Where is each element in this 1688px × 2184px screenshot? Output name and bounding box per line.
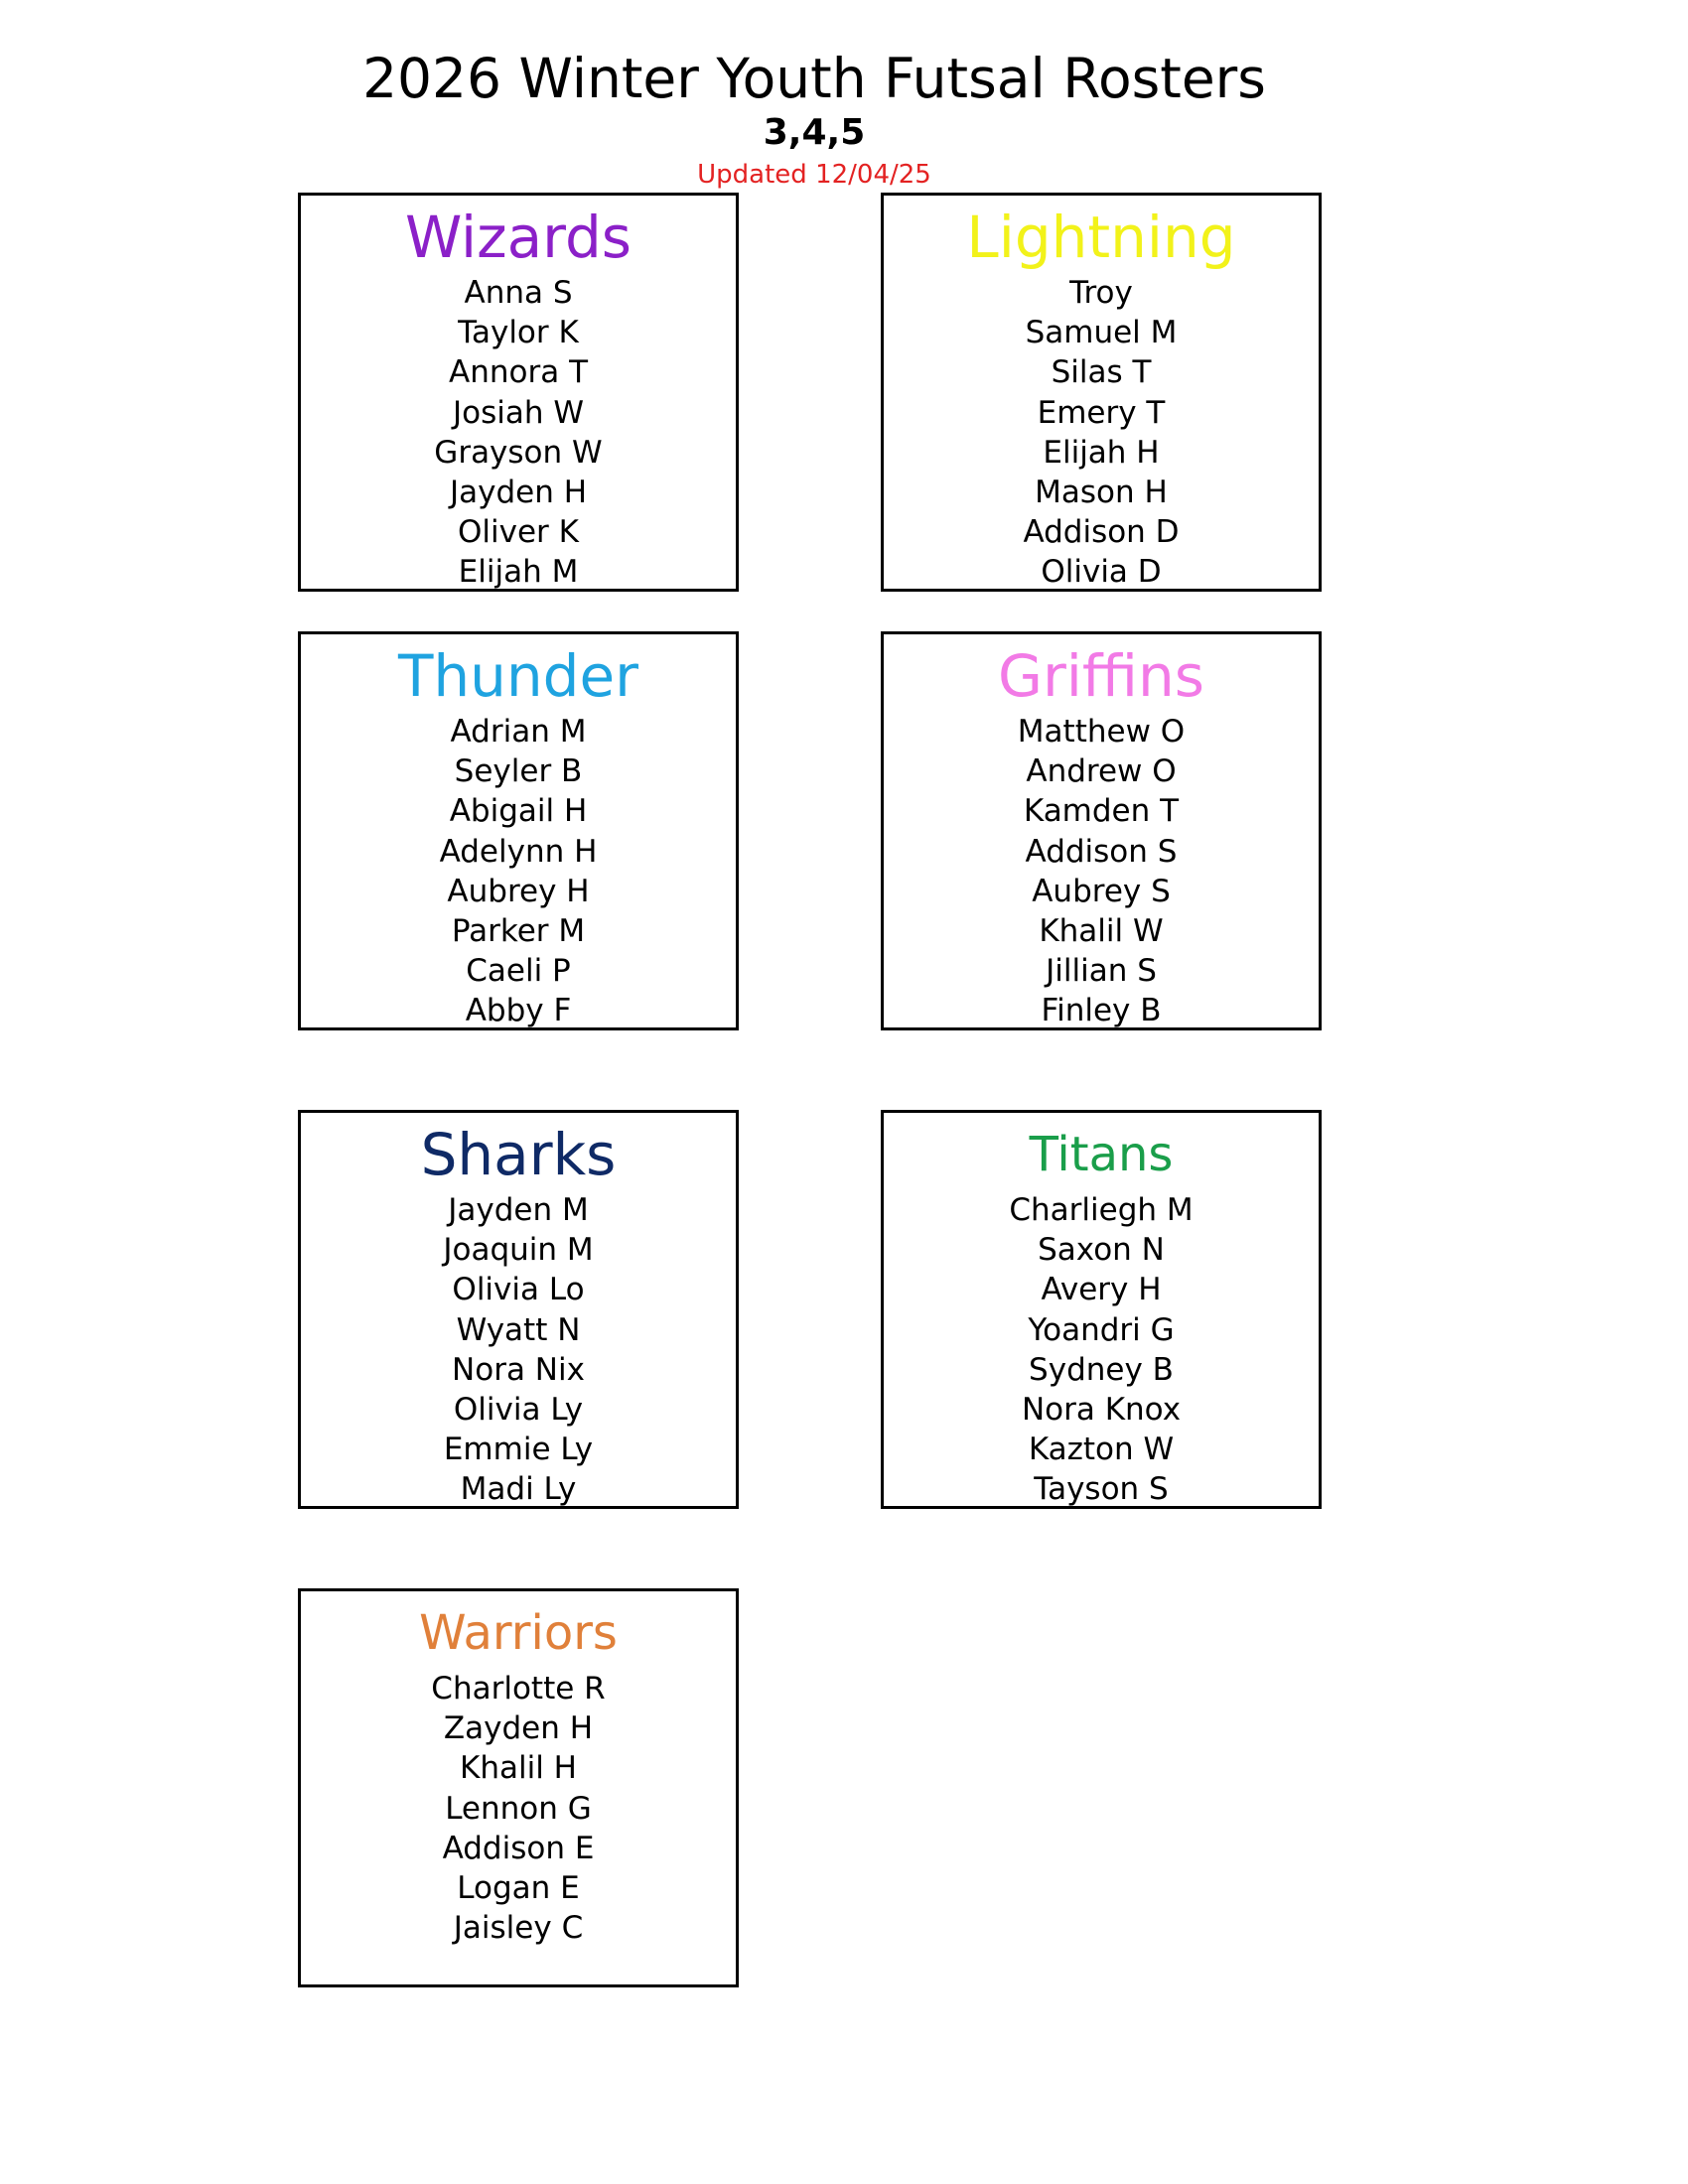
team-name: Thunder [397,642,639,710]
player-name: Avery H [1041,1272,1162,1308]
team-name: Wizards [404,204,633,271]
team-box-warriors [298,1588,739,1987]
player-name: Khalil W [1039,913,1164,950]
player-name: Finley B [1041,993,1162,1029]
player-name: Tayson S [1034,1471,1169,1508]
player-name: Elijah H [1043,434,1160,471]
player-name: Andrew O [1026,753,1177,790]
player-name: Madi Ly [460,1471,577,1508]
player-name: Addison S [1025,833,1178,870]
team-name: Griffins [998,642,1204,710]
player-name: Aubrey H [447,873,590,909]
player-list [884,712,1319,1031]
player-name: Jayden M [448,1192,589,1228]
player-name: Saxon N [1038,1232,1165,1269]
updated-date: Updated 12/04/25 [697,160,931,190]
player-name: Aubrey S [1032,873,1171,909]
page-subtitle: 3,4,5 [763,112,866,153]
player-name: Addison D [1023,514,1180,551]
player-name: Zayden H [443,1710,594,1747]
team-name: Warriors [419,1605,618,1661]
player-name: Yoandri G [1028,1311,1175,1348]
player-name: Jaisley C [453,1910,584,1947]
player-name: Oliver K [458,514,579,551]
player-name: Abigail H [449,793,588,830]
team-box-wizards [298,193,739,592]
player-name: Caeli P [466,953,571,990]
player-name: Emmie Ly [443,1432,594,1468]
player-name: Nora Nix [452,1351,585,1388]
player-name: Elijah M [458,554,579,591]
player-name: Matthew O [1017,714,1186,750]
player-name: Jillian S [1046,953,1157,990]
player-name: Seyler B [454,753,583,790]
player-name: Lennon G [445,1790,592,1827]
player-name: Jayden H [449,475,588,511]
player-name: Joaquin M [443,1232,594,1269]
team-name: Lightning [966,204,1236,271]
player-name: Abby F [465,993,572,1029]
player-list [301,1190,736,1510]
player-name: Mason H [1035,475,1168,511]
player-name: Annora T [449,354,588,391]
team-name: Sharks [420,1121,617,1188]
player-name: Wyatt N [456,1311,581,1348]
player-list [884,273,1319,593]
player-name: Emery T [1037,394,1166,431]
player-name: Samuel M [1025,315,1178,351]
player-list [884,1190,1319,1510]
team-box-griffins [881,631,1322,1030]
player-name: Olivia Lo [452,1272,585,1308]
player-name: Troy [1069,275,1133,311]
player-list [301,273,736,593]
player-name: Charlotte R [431,1671,606,1706]
player-list [301,1669,736,1948]
player-name: Sydney B [1029,1351,1174,1388]
player-name: Josiah W [452,394,585,431]
player-list [301,712,736,1031]
player-name: Olivia D [1041,554,1162,591]
player-name: Charliegh M [1009,1192,1194,1228]
player-name: Adelynn H [439,833,598,870]
player-name: Addison E [442,1830,595,1866]
team-box-titans [881,1110,1322,1509]
team-box-sharks [298,1110,739,1509]
player-name: Anna S [464,275,573,311]
player-name: Kazton W [1028,1432,1175,1468]
player-name: Nora Knox [1021,1392,1182,1429]
player-name: Olivia Ly [453,1392,584,1429]
player-name: Khalil H [460,1750,577,1787]
team-box-lightning [881,193,1322,592]
player-name: Parker M [451,913,586,950]
player-name: Silas T [1051,354,1152,391]
player-name: Taylor K [458,315,579,351]
team-name: Titans [1029,1127,1174,1182]
player-name: Kamden T [1023,793,1180,830]
page-title: 2026 Winter Youth Futsal Rosters [362,47,1266,110]
team-box-thunder [298,631,739,1030]
player-name: Logan E [457,1870,580,1907]
player-name: Adrian M [450,714,587,750]
player-name: Grayson W [434,434,603,471]
